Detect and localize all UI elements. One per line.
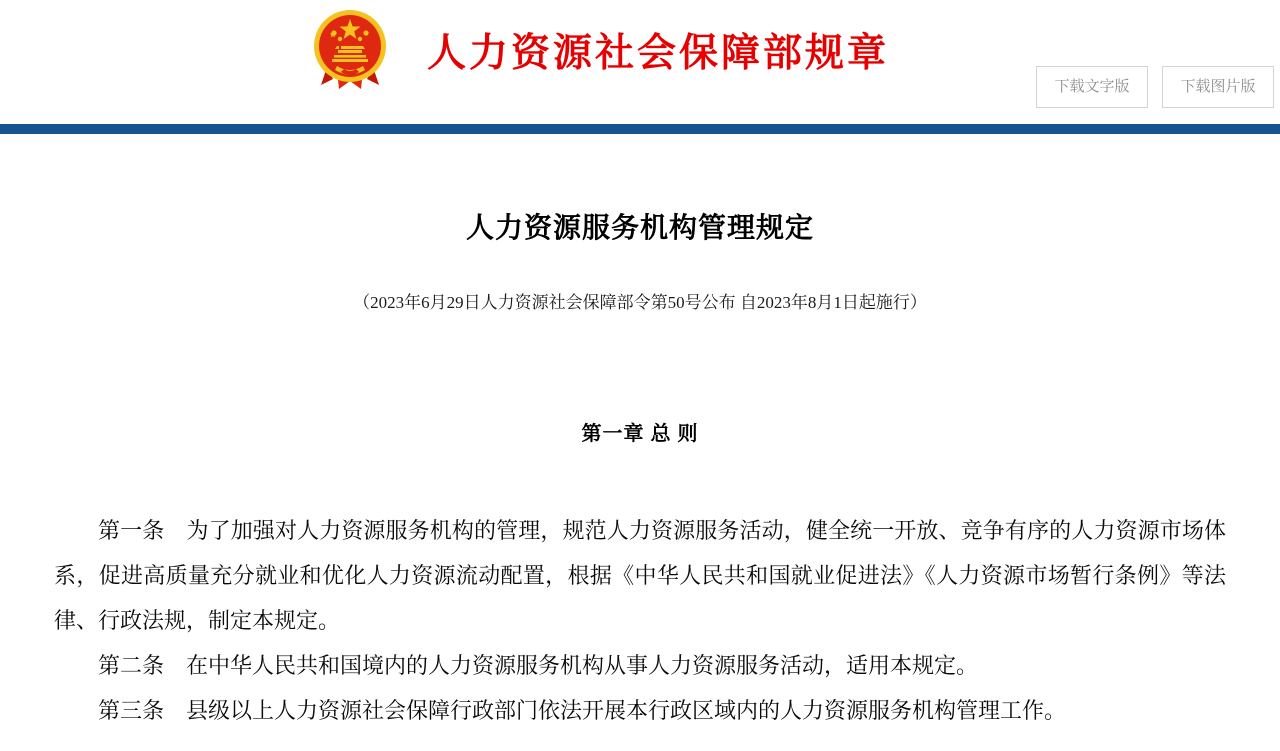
national-emblem-icon (313, 9, 387, 91)
document-body (54, 134, 1226, 733)
page-header (0, 0, 1280, 124)
site-title: 人力资源社会保障部规章 (426, 32, 889, 75)
download-text-button[interactable]: 下载文字版 (1036, 66, 1148, 108)
article-paragraph: 第二条 在中华人民共和国境内的人力资源服务机构从事人力资源服务活动，适用本规定。 (98, 653, 979, 678)
document-issuance-line: （2023年6月29日人力资源社会保障部令第50号公布 自2023年8月1日起施行） (353, 293, 927, 312)
document-title: 人力资源服务机构管理规定 (465, 213, 814, 244)
article-paragraph: 第一条 为了加强对人力资源服务机构的管理，规范人力资源服务活动，健全统一开放、竞争有序的人力资源市场体系，促进高质量充分就业和优化人力资源流动配置，根据《中华人民共和国就业促进法》《人力资源市场暂行条例》等法律、行政法规，制定本规定。 (54, 518, 1226, 633)
chapter-heading: 第一章 总 则 (581, 423, 699, 445)
download-image-button[interactable]: 下载图片版 (1162, 66, 1274, 108)
document-paragraphs (54, 508, 1226, 733)
header-divider-bar (0, 124, 1280, 134)
article-paragraph: 第三条 县级以上人力资源社会保障行政部门依法开展本行政区域内的人力资源服务机构管理工作。 (98, 698, 1067, 723)
header-actions (1036, 66, 1274, 108)
